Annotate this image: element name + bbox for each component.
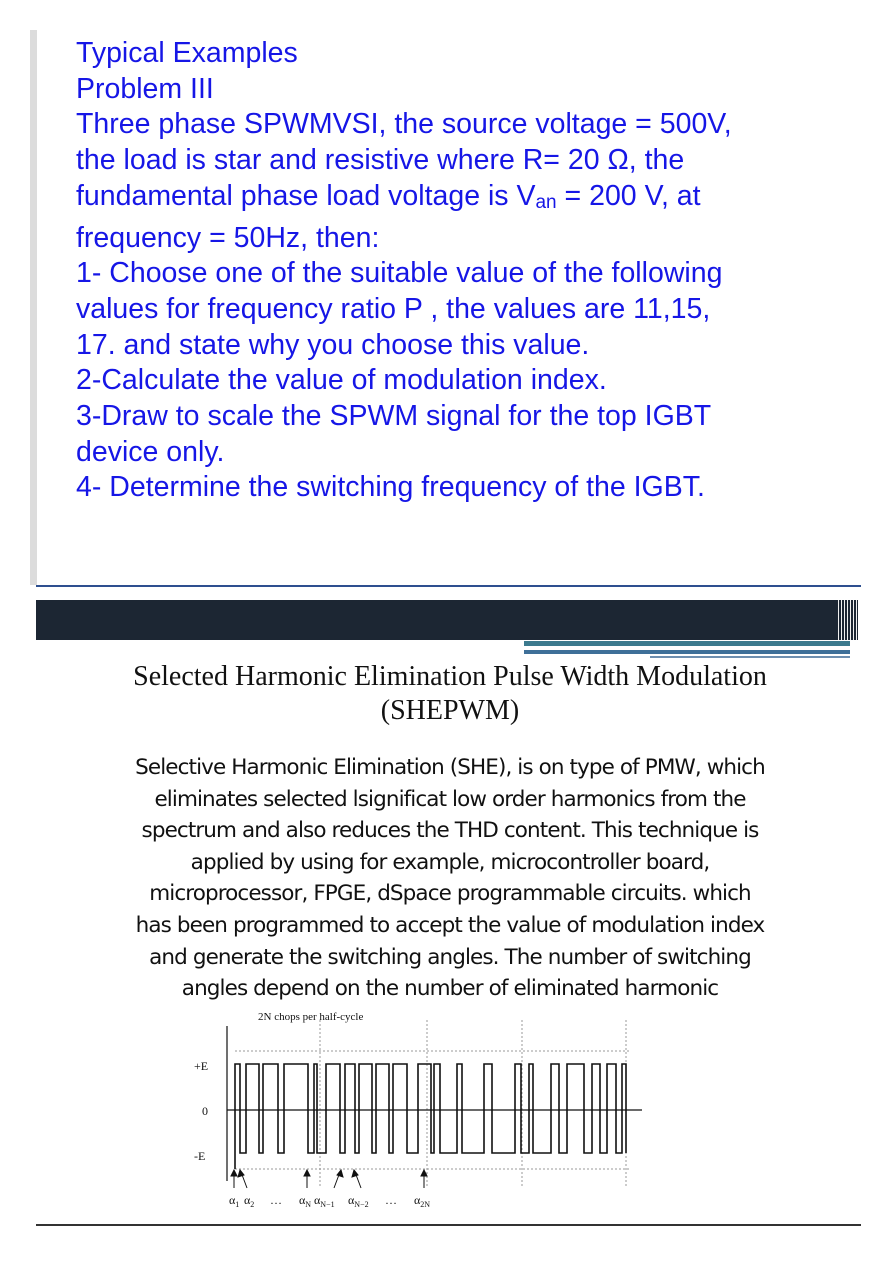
- angle-arrowhead: [238, 1170, 244, 1177]
- problem-subheading: Problem III: [76, 72, 214, 105]
- slide-header-banner: [36, 600, 858, 640]
- banner-stripes: [838, 600, 858, 640]
- shepwm-waveform: [180, 1006, 660, 1216]
- problem-line: device only.: [76, 435, 225, 468]
- problem-line: 1- Choose one of the suitable value of the following: [76, 257, 723, 290]
- problem-heading: Typical Examples: [76, 37, 298, 69]
- she-body-line: applied by using for example, microcontroller board,: [190, 849, 710, 875]
- angle-label-alpha-1: $\alpha_1$: [229, 1193, 240, 1209]
- pwm-pulse-train: [235, 1064, 626, 1169]
- she-body-line: and generate the switching angles. The number of switching: [149, 944, 751, 970]
- bottom-divider: [36, 1224, 861, 1226]
- problem-line: 2-Calculate the value of modulation index.: [76, 364, 607, 397]
- angle-arrowhead: [352, 1170, 358, 1177]
- she-body-line: Selective Harmonic Elimination (SHE), is on type of PMW, which: [135, 755, 765, 780]
- subscript-an: an: [535, 191, 557, 213]
- angle-arrowhead: [231, 1170, 237, 1176]
- angle-arrowhead: [421, 1170, 427, 1176]
- angle-arrowhead: [337, 1170, 343, 1177]
- she-body-line: spectrum and also reduces the THD content. This technique is: [141, 818, 759, 844]
- problem-line: 3-Draw to scale the SPWM signal for the top IGBT: [76, 400, 712, 433]
- waveform-caption: 2N chops per half-cycle: [258, 1011, 364, 1023]
- problem-block: [76, 36, 866, 506]
- angle-arrowhead: [304, 1170, 310, 1176]
- left-accent-bar: [30, 30, 37, 585]
- label-negative-e: -E: [194, 1149, 206, 1163]
- banner-accent-line: [524, 650, 850, 654]
- problem-line: [76, 179, 866, 221]
- problem-line: frequency = 50Hz, then:: [76, 221, 380, 254]
- banner-accent-line: [524, 641, 850, 646]
- section-divider: [36, 585, 861, 587]
- she-body-line: microprocessor, FPGE, dSpace programmable circuits. which: [149, 881, 751, 907]
- problem-line: the load is star and resistive where R= 20 Ω, the: [76, 144, 685, 177]
- angle-label-alpha-n-minus-1: $\alpha_{N-1}$: [314, 1193, 335, 1209]
- angle-label-dots: …: [270, 1193, 282, 1207]
- she-body-line: angles depend on the number of eliminated harmonic: [181, 976, 719, 1002]
- label-positive-e: +E: [194, 1059, 209, 1073]
- problem-line: 17. and state why you choose this value.: [76, 328, 590, 361]
- problem-line: values for frequency ratio P , the values are 11,15,: [76, 292, 711, 325]
- label-zero: 0: [202, 1104, 208, 1118]
- problem-text: = 200 V, at: [556, 179, 701, 212]
- problem-line: Three phase SPWMVSI, the source voltage = 500V,: [76, 108, 732, 141]
- problem-line: 4- Determine the switching frequency of the IGBT.: [76, 471, 705, 504]
- angle-label-alpha-2: $\alpha_2$: [244, 1193, 255, 1209]
- angle-label-alpha-2n: $\alpha_{2N}$: [414, 1193, 431, 1209]
- she-title-line: Selected Harmonic Elimination Pulse Width Modulation: [133, 661, 767, 692]
- she-title-line: (SHEPWM): [380, 695, 520, 726]
- she-body: [60, 752, 840, 1005]
- she-body-line: has been programmed to accept the value of modulation index: [135, 912, 765, 938]
- banner-accent-line: [650, 656, 850, 658]
- angle-label-dots: …: [385, 1193, 397, 1207]
- she-title: [40, 660, 860, 728]
- angle-label-alpha-n: $\alpha_N$: [299, 1193, 312, 1209]
- angle-label-alpha-n-minus-2: $\alpha_{N-2}$: [348, 1193, 369, 1209]
- problem-text: fundamental phase load voltage is V: [76, 179, 536, 212]
- she-body-line: eliminates selected lsignificat low order harmonics from the: [154, 786, 746, 812]
